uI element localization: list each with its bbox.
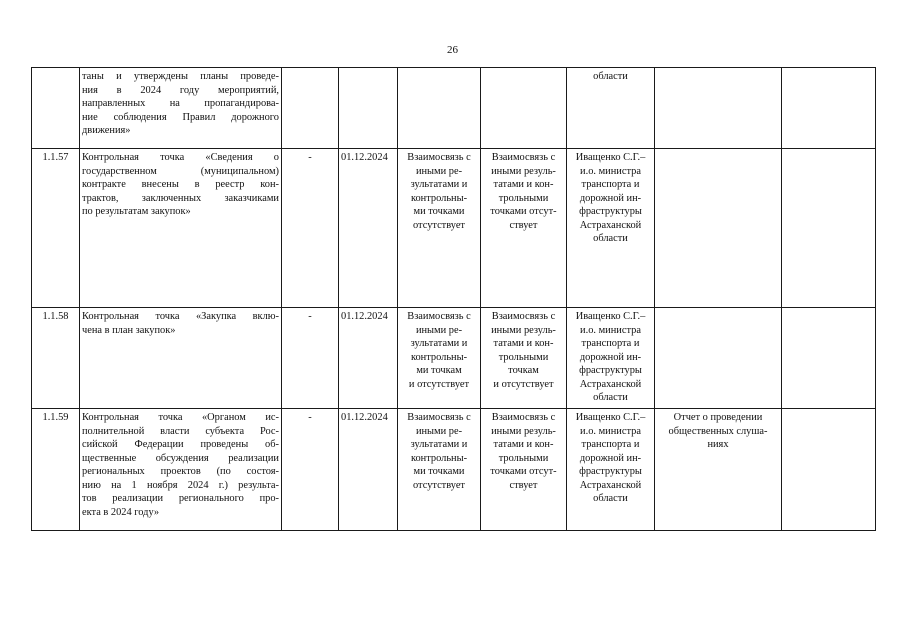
control-point-name-cell (80, 68, 282, 149)
control-point-name-line: сийской Федерации проведены об- (82, 439, 279, 451)
end-date-cell (339, 409, 398, 531)
row-number-cell (32, 149, 80, 308)
page-number: 26 (447, 44, 458, 56)
predecessor-link-cell (398, 149, 481, 308)
responsible-cell (567, 409, 655, 531)
control-point-name-line: чена в план закупок» (82, 324, 176, 336)
predecessor-link-cell-text: Взаимосвязь с иными ре- зультатами и контрольны- ми точками отсутствует (407, 152, 471, 231)
control-point-name-cell (80, 149, 282, 308)
control-point-name-line: Контрольная точка «Сведения о (82, 152, 279, 163)
control-point-name-line: государственном (муниципальном) (82, 165, 279, 177)
predecessor-link-cell-text: Взаимосвязь с иными ре- зультатами и контрольны- ми точкам и отсутствует (407, 311, 471, 390)
control-point-name-line: щественные обсуждения реализации (82, 452, 279, 464)
predecessor-link-cell (398, 308, 481, 409)
start-date-cell-text: - (308, 412, 312, 423)
end-date-cell (339, 308, 398, 409)
control-point-name-line: полнительной власти субъекта Рос- (82, 425, 279, 437)
control-point-name-line: Контрольная точка «Органом ис- (82, 412, 279, 423)
control-point-name-line: по результатам закупок» (82, 206, 191, 218)
successor-link-cell-text: Взаимосвязь с иными резуль- татами и кон- трольными точками отсут- ствует (490, 152, 557, 231)
responsible-cell (567, 149, 655, 308)
predecessor-link-cell (398, 68, 481, 149)
result-document-cell (655, 149, 782, 308)
control-point-name-line: контракте внесены в реестр кон- (82, 179, 279, 191)
result-document-cell (655, 68, 782, 149)
control-point-name-cell (80, 409, 282, 531)
control-point-name-line: ния в 2024 году мероприятий, (82, 84, 279, 96)
control-point-name-line: екта в 2024 году» (82, 506, 160, 518)
control-point-name-line: направленных на пропагандирова- (82, 98, 279, 110)
control-point-name-line: таны и утверждены планы проведе- (82, 71, 279, 82)
information-system-cell (782, 308, 876, 409)
end-date-cell (339, 149, 398, 308)
row-number-cell-text: 1.1.58 (42, 311, 69, 322)
responsible-cell-text: Иващенко С.Г.– и.о. министра транспорта и дорожной ин- фраструктуры Астраханской области (575, 412, 646, 505)
table-row (32, 409, 876, 531)
end-date-cell (339, 68, 398, 149)
row-number-cell-text: 1.1.57 (42, 152, 69, 163)
control-point-name-line: движения» (82, 125, 131, 137)
successor-link-cell (481, 308, 567, 409)
start-date-cell (282, 149, 339, 308)
control-point-name-cell (80, 308, 282, 409)
table-row (32, 308, 876, 409)
result-document-cell (655, 308, 782, 409)
control-point-name-line: трактов, заключенных заказчиками (82, 192, 279, 204)
start-date-cell (282, 68, 339, 149)
information-system-cell (782, 68, 876, 149)
predecessor-link-cell-text: Взаимосвязь с иными ре- зультатами и контрольны- ми точками отсутствует (407, 412, 471, 491)
successor-link-cell (481, 68, 567, 149)
successor-link-cell (481, 149, 567, 308)
responsible-cell-text: области (593, 71, 628, 82)
end-date-cell-text: 01.12.2024 (341, 412, 388, 423)
control-point-name-line: тов реализации регионального про- (82, 493, 279, 505)
table-row (32, 68, 876, 149)
responsible-cell-text: Иващенко С.Г.– и.о. министра транспорта и дорожной ин- фраструктуры Астраханской области (575, 152, 646, 245)
responsible-cell-text: Иващенко С.Г.– и.о. министра транспорта и дорожной ин- фраструктуры Астраханской области (575, 311, 646, 404)
end-date-cell-text: 01.12.2024 (341, 152, 388, 163)
result-document-cell-text: Отчет о проведении общественных слуша- ниях (668, 412, 768, 451)
control-point-name-line: региональных проектов (по состоя- (82, 466, 279, 478)
row-number-cell (32, 308, 80, 409)
result-document-cell (655, 409, 782, 531)
control-points-table (31, 67, 876, 531)
control-point-name-line: Контрольная точка «Закупка вклю- (82, 311, 279, 322)
successor-link-cell (481, 409, 567, 531)
row-number-cell (32, 68, 80, 149)
row-number-cell-text: 1.1.59 (42, 412, 69, 423)
start-date-cell-text: - (308, 311, 312, 322)
responsible-cell (567, 308, 655, 409)
successor-link-cell-text: Взаимосвязь с иными резуль- татами и кон- трольными точками отсут- ствует (490, 412, 557, 491)
information-system-cell (782, 409, 876, 531)
start-date-cell (282, 308, 339, 409)
information-system-cell (782, 149, 876, 308)
control-point-name-line: нию на 1 ноября 2024 г.) результа- (82, 479, 279, 491)
end-date-cell-text: 01.12.2024 (341, 311, 388, 322)
predecessor-link-cell (398, 409, 481, 531)
start-date-cell (282, 409, 339, 531)
responsible-cell (567, 68, 655, 149)
control-point-name-line: ние соблюдения Правил дорожного (82, 111, 279, 123)
row-number-cell (32, 409, 80, 531)
table-row (32, 149, 876, 308)
successor-link-cell-text: Взаимосвязь с иными резуль- татами и кон- трольными точкам и отсутствует (491, 311, 556, 390)
start-date-cell-text: - (308, 152, 312, 163)
